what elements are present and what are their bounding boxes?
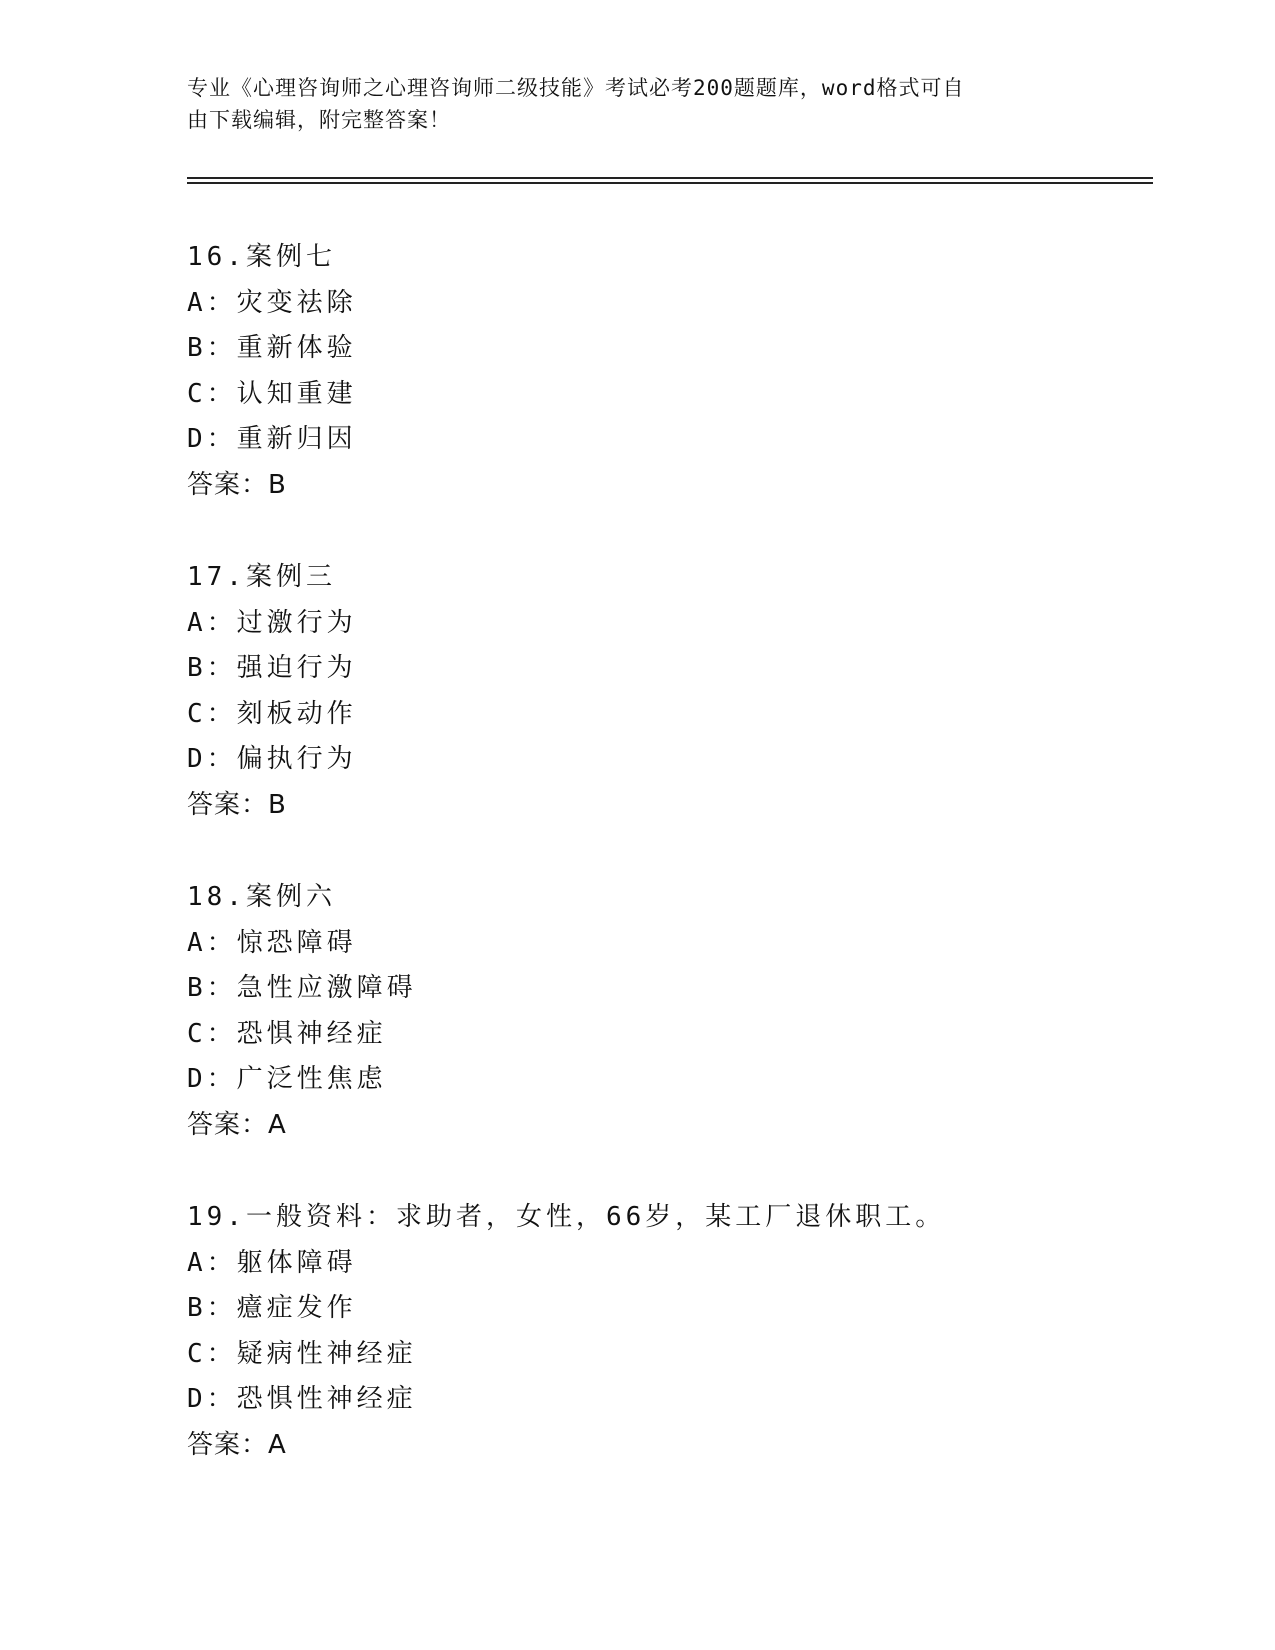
option-b: B：急性应激障碍 xyxy=(187,973,417,1003)
option-c: C：疑病性神经症 xyxy=(187,1338,417,1369)
answer-key: 答案：B xyxy=(187,789,287,820)
option-a: A：惊恐障碍 xyxy=(187,927,357,958)
question-16 xyxy=(187,235,1147,555)
question-list xyxy=(187,235,1147,1515)
header-divider-bottom xyxy=(187,182,1153,184)
option-d: D：重新归因 xyxy=(187,424,357,454)
question-stem: 16.案例七 xyxy=(187,242,336,272)
answer-key: 答案：B xyxy=(187,469,287,500)
question-stem: 18.案例六 xyxy=(187,882,336,912)
answer-key: 答案：A xyxy=(187,1109,287,1140)
option-b: B：重新体验 xyxy=(187,333,357,363)
option-d: D：恐惧性神经症 xyxy=(187,1384,417,1414)
header-divider-top xyxy=(187,177,1153,179)
option-b: B：癔症发作 xyxy=(187,1293,357,1323)
header-line-2: 由下载编辑，附完整答案！ xyxy=(187,108,451,132)
question-stem: 17.案例三 xyxy=(187,562,336,592)
option-a: A：躯体障碍 xyxy=(187,1247,357,1278)
option-a: A：灾变祛除 xyxy=(187,287,357,318)
question-17 xyxy=(187,555,1147,875)
option-c: C：刻板动作 xyxy=(187,698,357,729)
header-line-1: 专业《心理咨询师之心理咨询师二级技能》考试必考200题题库，word格式可自 xyxy=(187,76,965,100)
option-d: D：广泛性焦虑 xyxy=(187,1064,387,1094)
option-a: A：过激行为 xyxy=(187,607,357,638)
option-d: D：偏执行为 xyxy=(187,744,357,774)
question-stem: 19.一般资料：求助者，女性，66岁，某工厂退休职工。 xyxy=(187,1202,946,1232)
option-c: C：恐惧神经症 xyxy=(187,1018,387,1049)
option-c: C：认知重建 xyxy=(187,378,357,409)
question-18 xyxy=(187,875,1147,1195)
option-b: B：强迫行为 xyxy=(187,653,357,683)
question-19 xyxy=(187,1195,1147,1515)
document-header xyxy=(187,72,1067,136)
answer-key: 答案：A xyxy=(187,1429,287,1460)
